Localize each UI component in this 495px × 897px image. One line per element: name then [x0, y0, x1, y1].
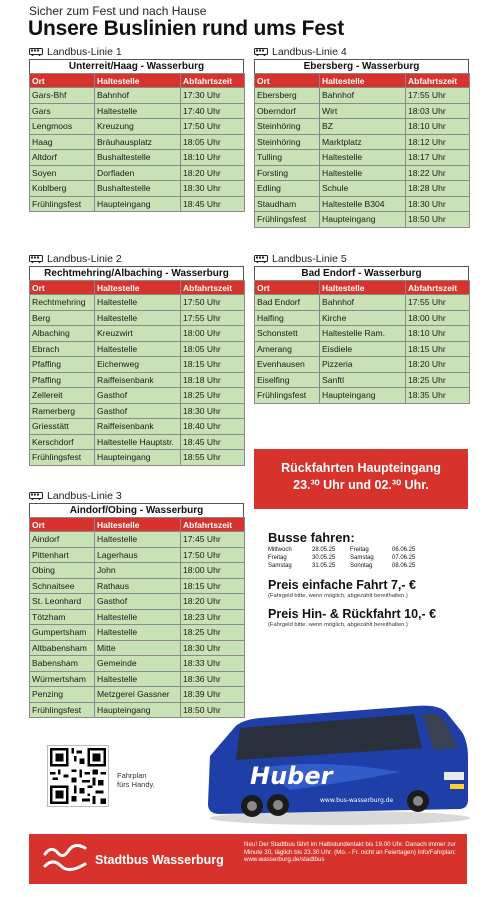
date-cell: 07.06.25 — [392, 555, 416, 561]
date-cell: Samstag — [350, 555, 374, 561]
table-cell: Eisdiele — [320, 341, 406, 357]
table-cell: Pittenhart — [30, 547, 95, 563]
page-title: Unsere Buslinien rund ums Fest — [28, 17, 345, 40]
table-row — [30, 103, 245, 119]
table-cell: Penzing — [30, 687, 95, 703]
table-row — [255, 103, 470, 119]
table-row — [30, 547, 245, 563]
table-cell: 18:00 Uhr — [181, 563, 245, 579]
table-cell: Albaching — [30, 326, 95, 342]
table-cell: 18:18 Uhr — [181, 372, 245, 388]
header-ort: Ort — [255, 74, 320, 88]
table-row — [255, 341, 470, 357]
return-trips-box — [254, 449, 468, 509]
date-cell: Freitag — [350, 547, 369, 553]
table-row — [255, 119, 470, 135]
line-label-text: Landbus-Linie 5 — [272, 253, 347, 265]
table-cell: Frühlingsfest — [30, 702, 95, 718]
table-cell: Koblberg — [30, 181, 95, 197]
table-cell: Raiffeisenbank — [95, 419, 181, 435]
date-cell: Freitag — [268, 555, 287, 561]
table-row — [30, 403, 245, 419]
header-haltestelle: Haltestelle — [95, 74, 181, 88]
table-cell: Bahnhof — [95, 88, 181, 104]
table-cell: 18:45 Uhr — [181, 196, 245, 212]
table-cell: Haltestelle Ram. — [320, 326, 406, 342]
table-row — [30, 181, 245, 197]
stadtbus-logo-icon — [41, 842, 89, 878]
table-cell: Gars — [30, 103, 95, 119]
table-cell: BZ — [320, 119, 406, 135]
table-cell: Frühlingsfest — [30, 450, 95, 466]
table-cell: Eichenweg — [95, 357, 181, 373]
table-cell: 18:30 Uhr — [406, 196, 470, 212]
table-cell: Evenhausen — [255, 357, 320, 373]
table-cell: 18:50 Uhr — [406, 212, 470, 228]
table-cell: Berg — [30, 310, 95, 326]
table-cell: St. Leonhard — [30, 594, 95, 610]
table-header-row — [255, 74, 470, 88]
footer-brand: Stadtbus Wasserburg — [95, 853, 224, 867]
header-haltestelle: Haltestelle — [95, 281, 181, 295]
table-row — [30, 196, 245, 212]
table-cell: Haupteingang — [95, 196, 181, 212]
busse-heading: Busse fahren: — [268, 530, 355, 545]
table-cell: Haltestelle — [95, 295, 181, 311]
table-cell: 17:55 Uhr — [406, 295, 470, 311]
line-label — [254, 252, 469, 266]
table-cell: 18:36 Uhr — [181, 671, 245, 687]
table-cell: 17:50 Uhr — [181, 547, 245, 563]
table-cell: Mitte — [95, 640, 181, 656]
table-cell: Haltestelle — [95, 532, 181, 548]
line-block — [29, 45, 244, 212]
table-cell: 17:50 Uhr — [181, 119, 245, 135]
table-cell: 18:15 Uhr — [406, 341, 470, 357]
table-cell: Gasthof — [95, 403, 181, 419]
table-cell: Marktplatz — [320, 134, 406, 150]
table-cell: Pfaffing — [30, 372, 95, 388]
table-cell: Metzgerei Gassner — [95, 687, 181, 703]
table-cell: 18:30 Uhr — [181, 640, 245, 656]
bus-icon — [29, 255, 43, 263]
table-cell: Halfing — [255, 310, 320, 326]
table-row — [30, 357, 245, 373]
return-trips-line1: Rückfahrten Haupteingang — [281, 461, 441, 475]
date-cell: 30.05.25 — [312, 555, 336, 561]
date-cell: Samstag — [268, 563, 292, 569]
table-cell: Bahnhof — [320, 295, 406, 311]
table-cell: Ramerberg — [30, 403, 95, 419]
service-info — [268, 530, 478, 628]
subtitle: Sicher zum Fest und nach Hause — [29, 4, 207, 18]
table-header-row — [30, 281, 245, 295]
table-cell: Amerang — [255, 341, 320, 357]
table-cell: Raiffeisenbank — [95, 372, 181, 388]
table-row — [255, 196, 470, 212]
qr-label-line1: Fahrplan — [117, 771, 147, 780]
table-cell: 18:15 Uhr — [181, 357, 245, 373]
timetable — [254, 280, 470, 404]
line-block — [29, 252, 244, 466]
table-cell: 18:39 Uhr — [181, 687, 245, 703]
table-cell: Tulling — [255, 150, 320, 166]
route-title: Unterreit/Haag - Wasserburg — [29, 59, 244, 73]
table-cell: 18:23 Uhr — [181, 609, 245, 625]
table-row — [255, 134, 470, 150]
table-cell: 17:40 Uhr — [181, 103, 245, 119]
price-single-note: (Fahrgeld bitte, wenn möglich, abgezählt bereithalten.) — [268, 593, 408, 599]
footer-news: Neu! Der Stadtbus fährt im Halbstundentakt bis 19.00 Uhr. Danach immer zur Minute 30, täglich bis 23.30 Uhr. (Mo. - Fr. nicht an Feiertagen) Info/Fahrplan: www.wasserburg.de/stadtbus — [244, 841, 456, 864]
table-row — [30, 119, 245, 135]
table-cell: Wirt — [320, 103, 406, 119]
footer-banner — [29, 834, 467, 884]
date-cell: Sonntag — [350, 563, 373, 569]
table-cell: 18:22 Uhr — [406, 165, 470, 181]
table-cell: Steinhöring — [255, 119, 320, 135]
header-zeit: Abfahrtszeit — [406, 281, 470, 295]
table-cell: 18:20 Uhr — [181, 165, 245, 181]
table-cell: 18:40 Uhr — [181, 419, 245, 435]
table-cell: Kerschdorf — [30, 434, 95, 450]
header-ort: Ort — [30, 518, 95, 532]
table-cell: 17:55 Uhr — [406, 88, 470, 104]
table-cell: Haltestelle — [95, 310, 181, 326]
header-haltestelle: Haltestelle — [95, 518, 181, 532]
table-cell: Haltestelle — [320, 165, 406, 181]
header-haltestelle: Haltestelle — [320, 281, 406, 295]
table-cell: John — [95, 563, 181, 579]
bus-icon — [29, 48, 43, 56]
table-cell: 18:28 Uhr — [406, 181, 470, 197]
timetable — [29, 517, 245, 718]
route-title: Rechtmehring/Albaching - Wasserburg — [29, 266, 244, 280]
table-cell: 18:00 Uhr — [181, 326, 245, 342]
table-cell: 18:25 Uhr — [406, 372, 470, 388]
table-cell: 18:03 Uhr — [406, 103, 470, 119]
bus-side-url: www.bus-wasserburg.de — [320, 797, 394, 804]
table-row — [30, 388, 245, 404]
table-row — [30, 372, 245, 388]
table-row — [255, 295, 470, 311]
qr-code-icon[interactable] — [47, 745, 109, 807]
table-cell: Gemeinde — [95, 656, 181, 672]
table-row — [30, 450, 245, 466]
table-cell: 18:10 Uhr — [406, 326, 470, 342]
table-cell: Haag — [30, 134, 95, 150]
price-single: Preis einfache Fahrt 7,- € — [268, 578, 416, 592]
table-row — [255, 212, 470, 228]
table-cell: Schnaitsee — [30, 578, 95, 594]
header-ort: Ort — [255, 281, 320, 295]
table-row — [255, 388, 470, 404]
table-cell: 18:25 Uhr — [181, 388, 245, 404]
table-row — [255, 326, 470, 342]
table-row — [30, 341, 245, 357]
table-cell: Altdorf — [30, 150, 95, 166]
table-cell: Schonstett — [255, 326, 320, 342]
table-cell: Obing — [30, 563, 95, 579]
table-row — [30, 150, 245, 166]
table-cell: Frühlingsfest — [30, 196, 95, 212]
table-cell: Pizzeria — [320, 357, 406, 373]
table-header-row — [30, 518, 245, 532]
table-cell: Kreuzung — [95, 119, 181, 135]
table-row — [30, 609, 245, 625]
line-block — [254, 45, 469, 228]
table-cell: Schule — [320, 181, 406, 197]
table-cell: 18:55 Uhr — [181, 450, 245, 466]
date-cell: 06.06.25 — [392, 547, 416, 553]
table-cell: Kirche — [320, 310, 406, 326]
table-row — [255, 357, 470, 373]
header-zeit: Abfahrtszeit — [406, 74, 470, 88]
table-cell: Haltestelle — [95, 609, 181, 625]
table-cell: 18:35 Uhr — [406, 388, 470, 404]
table-cell: 18:30 Uhr — [181, 403, 245, 419]
table-cell: Lagerhaus — [95, 547, 181, 563]
table-cell: 18:25 Uhr — [181, 625, 245, 641]
table-cell: Haupteingang — [320, 212, 406, 228]
table-cell: 18:05 Uhr — [181, 341, 245, 357]
line-label-text: Landbus-Linie 4 — [272, 46, 347, 58]
table-cell: Tötzham — [30, 609, 95, 625]
table-cell: Gasthof — [95, 388, 181, 404]
table-cell: Pfaffing — [30, 357, 95, 373]
table-row — [30, 434, 245, 450]
table-row — [255, 165, 470, 181]
table-cell: Babensham — [30, 656, 95, 672]
table-row — [30, 656, 245, 672]
line-label-text: Landbus-Linie 1 — [47, 46, 122, 58]
table-cell: Ebersberg — [255, 88, 320, 104]
timetable — [29, 73, 245, 212]
table-cell: Würmertsham — [30, 671, 95, 687]
route-title: Ebersberg - Wasserburg — [254, 59, 469, 73]
header-zeit: Abfahrtszeit — [181, 518, 245, 532]
line-label-text: Landbus-Linie 2 — [47, 253, 122, 265]
route-title: Bad Endorf - Wasserburg — [254, 266, 469, 280]
bus-icon — [29, 492, 43, 500]
table-cell: 18:10 Uhr — [406, 119, 470, 135]
table-cell: Frühlingsfest — [255, 388, 320, 404]
table-cell: Gars-Bhf — [30, 88, 95, 104]
header-zeit: Abfahrtszeit — [181, 281, 245, 295]
table-cell: Altbabensham — [30, 640, 95, 656]
table-cell: 18:00 Uhr — [406, 310, 470, 326]
table-row — [255, 310, 470, 326]
table-cell: Haltestelle — [95, 341, 181, 357]
table-cell: 18:15 Uhr — [181, 578, 245, 594]
table-cell: 18:10 Uhr — [181, 150, 245, 166]
line-block — [29, 489, 244, 718]
table-cell: Dorfladen — [95, 165, 181, 181]
table-cell: Rathaus — [95, 578, 181, 594]
table-cell: Haupteingang — [95, 702, 181, 718]
date-cell: 08.06.25 — [392, 563, 416, 569]
line-label — [254, 45, 469, 59]
table-row — [30, 295, 245, 311]
table-cell: Haltestelle — [95, 625, 181, 641]
table-cell: 17:55 Uhr — [181, 310, 245, 326]
table-cell: Haltestelle Hauptstr. — [95, 434, 181, 450]
table-row — [30, 134, 245, 150]
table-cell: Kreuzwirt — [95, 326, 181, 342]
table-row — [30, 310, 245, 326]
table-row — [30, 326, 245, 342]
table-cell: Eiselfing — [255, 372, 320, 388]
price-return: Preis Hin- & Rückfahrt 10,- € — [268, 607, 437, 621]
return-trips-line2: 23.³⁰ Uhr und 02.³⁰ Uhr. — [293, 478, 429, 492]
table-cell: Gumpertsham — [30, 625, 95, 641]
table-row — [30, 640, 245, 656]
table-cell: Griesstätt — [30, 419, 95, 435]
bus-icon — [254, 255, 268, 263]
timetable — [29, 280, 245, 466]
bus-icon — [254, 48, 268, 56]
table-row — [255, 372, 470, 388]
table-row — [30, 671, 245, 687]
table-cell: 17:30 Uhr — [181, 88, 245, 104]
header-haltestelle: Haltestelle — [320, 74, 406, 88]
qr-label — [117, 771, 155, 789]
header-zeit: Abfahrtszeit — [181, 74, 245, 88]
date-cell: 31.05.25 — [312, 563, 336, 569]
table-cell: Rechtmehring — [30, 295, 95, 311]
table-cell: Haupteingang — [95, 450, 181, 466]
table-cell: Bushaltestelle — [95, 181, 181, 197]
table-cell: Staudham — [255, 196, 320, 212]
header-ort: Ort — [30, 281, 95, 295]
route-title: Aindorf/Obing - Wasserburg — [29, 503, 244, 517]
table-cell: Forsting — [255, 165, 320, 181]
table-cell: 18:45 Uhr — [181, 434, 245, 450]
date-cell: Mittwoch — [268, 547, 292, 553]
table-cell: Lengmoos — [30, 119, 95, 135]
table-cell: 18:17 Uhr — [406, 150, 470, 166]
table-cell: 18:33 Uhr — [181, 656, 245, 672]
table-row — [255, 88, 470, 104]
line-label — [29, 252, 244, 266]
table-cell: 18:12 Uhr — [406, 134, 470, 150]
table-header-row — [30, 74, 245, 88]
table-cell: 18:50 Uhr — [181, 702, 245, 718]
timetable — [254, 73, 470, 228]
table-cell: 17:45 Uhr — [181, 532, 245, 548]
table-cell: 17:50 Uhr — [181, 295, 245, 311]
table-row — [30, 88, 245, 104]
table-cell: 18:20 Uhr — [406, 357, 470, 373]
table-cell: Bushaltestelle — [95, 150, 181, 166]
date-cell: 28.05.25 — [312, 547, 336, 553]
qr-label-line2: fürs Handy. — [117, 780, 155, 789]
table-cell: Aindorf — [30, 532, 95, 548]
table-row — [255, 150, 470, 166]
line-label — [29, 489, 244, 503]
header-ort: Ort — [30, 74, 95, 88]
table-cell: 18:05 Uhr — [181, 134, 245, 150]
bus-brand-text: Huber — [250, 762, 333, 790]
table-cell: Haupteingang — [320, 388, 406, 404]
table-cell: Steinhöring — [255, 134, 320, 150]
line-label — [29, 45, 244, 59]
line-label-text: Landbus-Linie 3 — [47, 490, 122, 502]
table-cell: Sanftl — [320, 372, 406, 388]
service-dates — [268, 546, 478, 570]
table-cell: Bad Endorf — [255, 295, 320, 311]
table-cell: Haltestelle — [95, 671, 181, 687]
table-row — [30, 594, 245, 610]
table-row — [30, 625, 245, 641]
table-cell: Bräuhausplatz — [95, 134, 181, 150]
table-header-row — [255, 281, 470, 295]
table-row — [30, 563, 245, 579]
table-cell: Edling — [255, 181, 320, 197]
table-cell: Oberndorf — [255, 103, 320, 119]
table-cell: Zellereit — [30, 388, 95, 404]
table-row — [30, 532, 245, 548]
table-cell: Haltestelle B304 — [320, 196, 406, 212]
line-block — [254, 252, 469, 404]
table-cell: 18:20 Uhr — [181, 594, 245, 610]
table-row — [255, 181, 470, 197]
table-row — [30, 165, 245, 181]
table-row — [30, 419, 245, 435]
price-return-note: (Fahrgeld bitte, wenn möglich, abgezählt bereithalten.) — [268, 622, 408, 628]
table-cell: Ebrach — [30, 341, 95, 357]
bus-image — [200, 698, 474, 828]
table-cell: Haltestelle — [320, 150, 406, 166]
table-cell: Soyen — [30, 165, 95, 181]
table-cell: 18:30 Uhr — [181, 181, 245, 197]
table-cell: Frühlingsfest — [255, 212, 320, 228]
table-cell: Bahnhof — [320, 88, 406, 104]
table-cell: Gasthof — [95, 594, 181, 610]
table-row — [30, 578, 245, 594]
table-cell: Haltestelle — [95, 103, 181, 119]
